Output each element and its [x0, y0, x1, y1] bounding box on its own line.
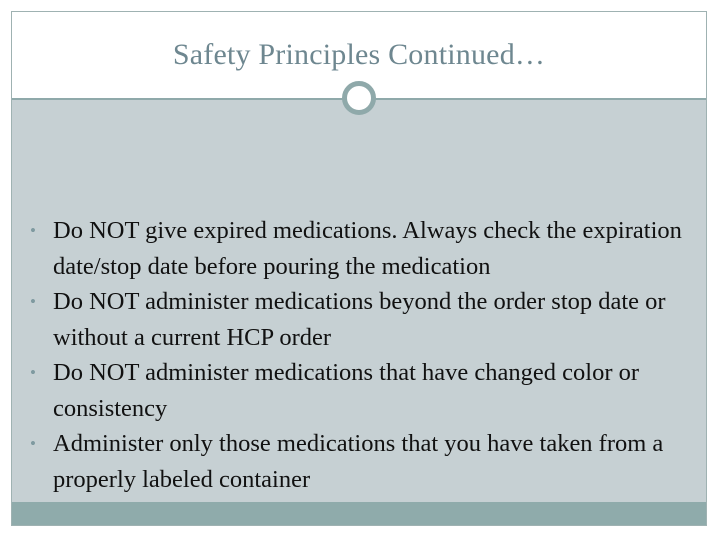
slide-body	[12, 100, 706, 502]
bullet-marker-icon: •	[30, 363, 36, 382]
bullet-list	[12, 213, 692, 533]
bullet-item	[12, 284, 692, 355]
bullet-item	[12, 213, 692, 284]
bullet-marker-icon: •	[30, 434, 36, 453]
footer-bar	[12, 502, 706, 525]
slide-title: Safety Principles Continued…	[172, 38, 546, 71]
bullet-marker-icon: •	[30, 292, 36, 311]
bullet-item	[12, 426, 692, 497]
ring-ornament-icon	[342, 81, 376, 115]
bullet-item	[12, 355, 692, 426]
bullet-marker-icon: •	[30, 221, 36, 240]
bullet-text: Do NOT administer medications that have changed color or consistency	[53, 359, 640, 422]
bullet-text: Administer only those medications that you have taken from a properly labeled container	[53, 430, 664, 493]
bullet-text: Do NOT administer medications beyond the order stop date or without a current HCP order	[53, 288, 666, 351]
bullet-text: Do NOT give expired medications. Always check the expiration date/stop date before pouring the medication	[53, 217, 682, 280]
slide	[11, 11, 707, 526]
ring-inner	[351, 90, 369, 108]
